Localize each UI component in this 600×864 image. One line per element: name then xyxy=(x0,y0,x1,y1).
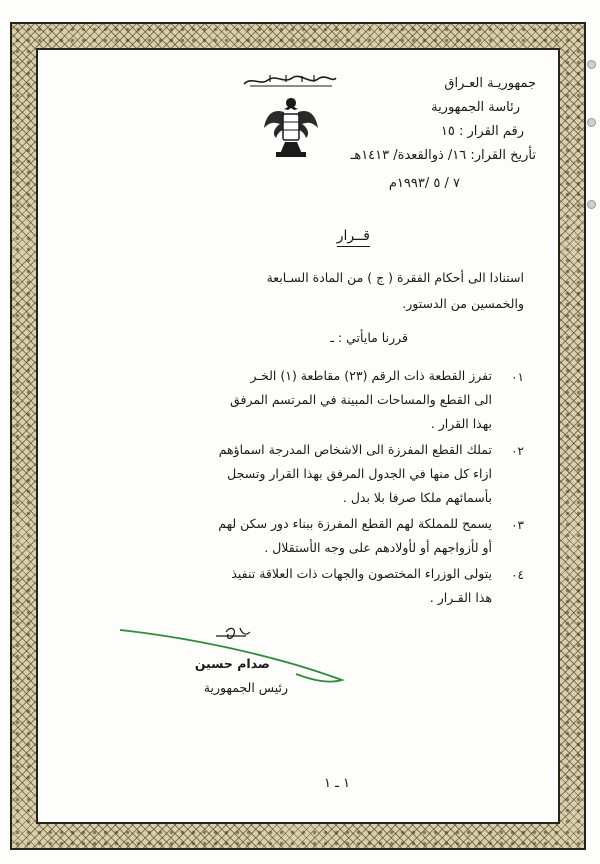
item-line: تفرز القطعة ذات الرقم (٢٣) مقاطعة (١) الخـر xyxy=(250,368,492,383)
item-line: يسمح للمملكة لهم القطع المفرزة ببناء دور سكن لهم xyxy=(218,516,492,531)
item-line: بأسمائهم ملكا صرفا بلا بدل . xyxy=(342,490,492,505)
punch-hole-icon xyxy=(587,200,596,209)
item-line: هذا القـرار . xyxy=(429,590,492,605)
item-number: ٠١ xyxy=(511,370,524,384)
document-content xyxy=(36,48,560,824)
item-line: أو لأزواجهم أو لأولادهم على وجه الأستقلال . xyxy=(264,540,492,555)
item-line: تملك القطع المفرزة الى الاشخاص المدرجة اسماؤهم xyxy=(218,442,492,457)
preamble-line: استنادا الى أحكام الفقرة ( ج ) من المادة السـابعة xyxy=(266,270,524,285)
document-title: قــرار xyxy=(337,228,370,247)
preamble-line: والخمسين من الدستور. xyxy=(402,296,524,311)
eagle-emblem-icon xyxy=(262,94,320,160)
item-line: بهذا القرار . xyxy=(430,416,492,431)
punch-hole-icon xyxy=(587,60,596,69)
decided-heading: قررنا مايأتي : ـ xyxy=(330,330,408,345)
decree-number: رقم القرار : ١٥ xyxy=(440,124,524,139)
decree-date-gregorian: ٧ / ٥ /١٩٩٣م xyxy=(388,176,460,191)
handwritten-signature xyxy=(116,618,346,688)
signatory-name: صدام حسين xyxy=(194,656,270,671)
signatory-title: رئيس الجمهورية xyxy=(203,680,288,695)
basmala-calligraphy xyxy=(240,72,340,90)
punch-hole-icon xyxy=(587,118,596,127)
item-number: ٠٢ xyxy=(511,444,524,458)
country-name: جمهوريـة العـراق xyxy=(444,76,536,91)
decree-date-hijri: تأريخ القرار: ١٦/ ذوالقعدة/ ١٤١٣هـ xyxy=(350,148,536,163)
office-name: رئاسة الجمهورية xyxy=(431,100,520,115)
item-number: ٠٤ xyxy=(511,568,524,582)
item-line: ازاء كل منها في الجدول المرفق بهذا القرار وتسجل xyxy=(227,466,492,481)
page-number: ١ ـ ١ xyxy=(323,776,350,791)
svg-text:بسم الله الرحمن الرحيم: بسم الله الرحمن الرحيم xyxy=(284,82,296,83)
item-line: يتولى الوزراء المختصون والجهات ذات العلاقة تنفيذ xyxy=(231,566,492,581)
item-number: ٠٣ xyxy=(511,518,524,532)
item-line: الى القطع والمساحات المبينة في المرتسم المرفق xyxy=(230,392,492,407)
